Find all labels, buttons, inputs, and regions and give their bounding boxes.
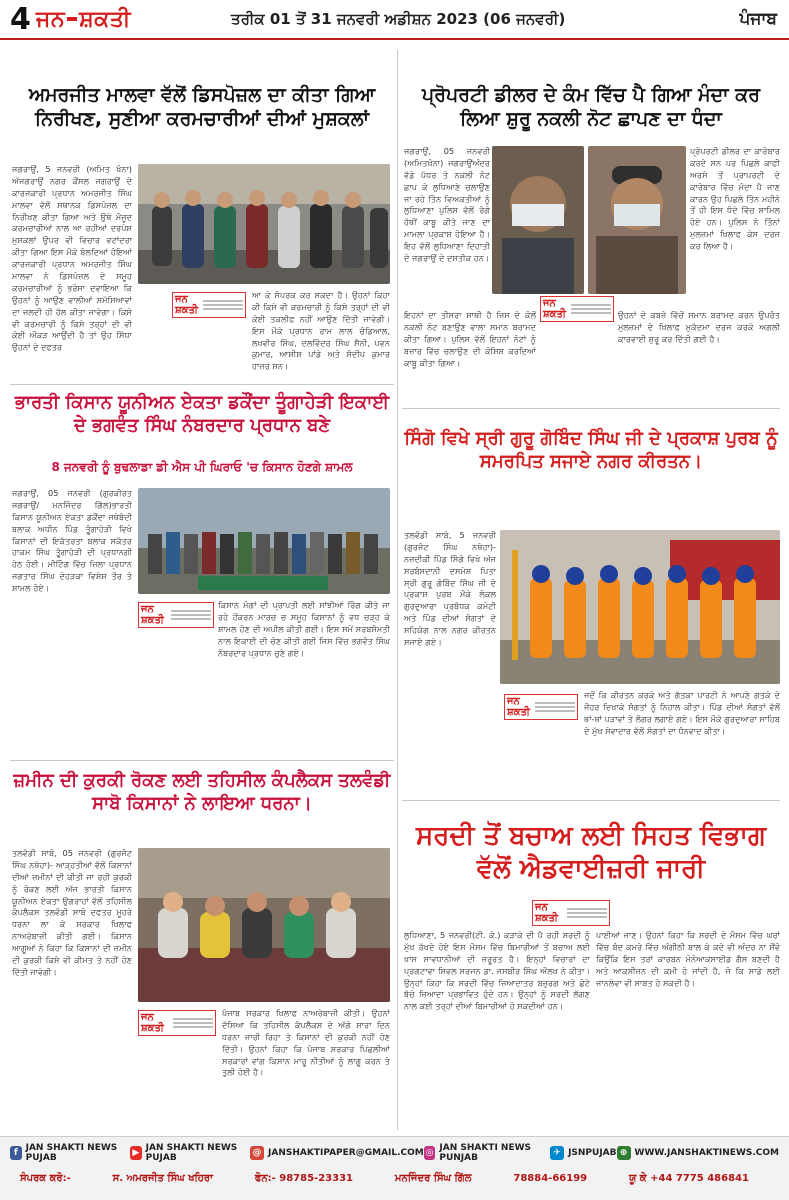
- contact-item-1: ਸ. ਅਮਰਜੀਤ ਸਿੰਘ ਖਹਿਰਾ: [112, 1173, 213, 1184]
- divider-story2: [402, 408, 780, 409]
- social-icon-3: ◎: [425, 1148, 434, 1158]
- logo-left-text: ਜਨ: [36, 6, 66, 32]
- ad-logo-6: ਜਨ ਸ਼ਕਤੀ: [535, 902, 558, 924]
- contact-item-0: ਸੰਪਰਕ ਕਰੋ:-: [20, 1173, 71, 1184]
- social-label-4: JSNPUJAB: [568, 1148, 617, 1158]
- social-link-1[interactable]: [130, 1143, 250, 1163]
- story3-subhead: 8 ਜਨਵਰੀ ਨੂੰ ਬੁਢਲਾਡਾ ਡੀ ਐਸ ਪੀ ਘਿਰਾਓ 'ਚ ਕਿਸਾਨ ਹੋਣਗੇ ਸ਼ਾਮਲ: [51, 460, 353, 474]
- story2-headline: ਪ੍ਰੋਪਰਟੀ ਡੀਲਰ ਦੇ ਕੰਮ ਵਿੱਚ ਪੈ ਗਿਆ ਮੰਦਾ ਕਰ ਲਿਆ ਸ਼ੁਰੂ ਨਕਲੀ ਨੋਟ ਛਾਪਣ ਦਾ ਧੰਦਾ: [422, 84, 760, 130]
- story1-headline: ਅਮਰਜੀਤ ਮਾਲਵਾ ਵੱਲੋਂ ਡਿਸਪੋਜ਼ਲ ਦਾ ਕੀਤਾ ਗਿਆ ਨਿਰੀਖਣ, ਸੁਣੀਆ ਕਰਮਚਾਰੀਆਂ ਦੀਆਂ ਮੁਸ਼ਕਲਾਂ: [28, 84, 376, 130]
- story2-photo-left: [492, 146, 584, 294]
- social-link-3[interactable]: [424, 1143, 550, 1163]
- story5-body-left: ਤਲਵੰਡੀ ਸਾਬੋ, 05 ਜਨਵਰੀ (ਗੁਰਜੰਟ ਸਿੰਘ ਨਥੇਹਾ)- ਆੜ੍ਹਤੀਆਂ ਵੱਲੋਂ ਕਿਸਾਨਾਂ ਦੀਆਂ ਜ਼ਮੀਨਾਂ ਦੀ ਕੀਤੀ ਜਾ ਰਹੀ ਕੁਰਕੀ ਨੂੰ ਰੋਕਣ ਲਈ ਅੱਜ ਭਾਰਤੀ ਕਿਸਾਨ ਯੂਨੀਅਨ ਏਕਤਾ ਉਗਰਾਹਾਂ ਵੱਲੋਂ ਤਹਿਸੀਲ ਕੰਪਲੈਕਸ ਤਲਵੰਡੀ ਸਾਬੋ ਦਫਤਰ ਮੂਹਰੇ ਧਰਨਾ ਲਾ ਕੇ ਸਰਕਾਰ ਖਿਲਾਫ ਨਾਅਰੇਬਾਜ਼ੀ ਕੀਤੀ ਗਈ। ਕਿਸਾਨ ਆਗੂਆਂ ਨੇ ਕਿਹਾ ਕਿ ਕਿਸਾਨਾਂ ਦੀ ਜ਼ਮੀਨ ਦੀ ਕੁਰਕੀ ਕਿਸੇ ਵੀ ਕੀਮਤ ਤੇ ਨਹੀਂ ਹੋਣ ਦਿੱਤੀ ਜਾਵੇਗੀ।: [12, 848, 132, 977]
- ad-lines-icon-5: [173, 1016, 213, 1030]
- story2-body-b: ਪ੍ਰੋਪਰਟੀ ਡੀਲਰ ਦਾ ਕਾਰੋਬਾਰ ਕਰਦੇ ਸਨ ਪਰ ਪਿਛਲੇ ਕਾਫੀ ਅਰਸੇ ਤੋਂ ਪ੍ਰਾਪਰਟੀ ਦੇ ਕਾਰੋਬਾਰ ਵਿੱਚ ਮੰਦਾ ਪੈ ਜਾਣ ਕਾਰਨ ਉਹ ਪਿਛਲੇ ਤਿੰਨ ਮਹੀਨੇ ਤੋਂ ਹੀ ਇਸ ਧੰਦੇ ਵਿੱਚ ਸ਼ਾਮਿਲ ਹੋਏ ਹਨ। ਪੁਲਿਸ ਨੇ ਤਿੰਨਾਂ ਮੁਲਜ਼ਮਾਂ ਖਿਲਾਫ ਕੇਸ ਦਰਜ ਕਰ ਲਿਆ ਹੈ।: [690, 146, 780, 252]
- footer: [0, 1136, 789, 1200]
- social-link-4[interactable]: [550, 1143, 616, 1163]
- ad-logo: ਜਨ ਸ਼ਕਤੀ: [175, 294, 198, 316]
- divider-story3: [10, 760, 394, 761]
- story1-ad-box: [172, 292, 246, 318]
- edition-date: ਤਰੀਕ 01 ਤੋਂ 31 ਜਨਵਰੀ ਅਡੀਸ਼ਨ 2023 (06 ਜਨਵਰੀ): [230, 10, 566, 28]
- social-label-5: WWW.JANSHAKTINEWS.COM: [634, 1148, 779, 1158]
- story3-ad-box: [138, 602, 214, 628]
- section-name: ਪੰਜਾਬ: [739, 9, 777, 29]
- story4-body-left: ਤਲਵੰਡੀ ਸਾਬੋ, 5 ਜਨਵਰੀ (ਗੁਰਜੰਟ ਸਿੰਘ ਨਥੇਹਾ)- ਨਜ਼ਦੀਕੀ ਪਿੰਡ ਸਿੰਗੋ ਵਿਖੇ ਅੱਜ ਸਰਬੰਸਦਾਨੀ ਦਸਮੇਸ਼ ਪਿਤਾ ਸ੍ਰੀ ਗੁਰੂ ਗੋਬਿੰਦ ਸਿੰਘ ਜੀ ਦੇ ਪ੍ਰਕਾਸ਼ ਪੁਰਬ ਮੌਕੇ ਲੋਕਲ ਗੁਰਦੁਆਰਾ ਪ੍ਰਬੰਧਕ ਕਮੇਟੀ ਅਤੇ ਪਿੰਡ ਦੀਆਂ ਸੰਗਤਾਂ ਦੇ ਸਹਿਯੋਗ ਨਾਲ ਨਗਰ ਕੀਰਤਨ ਸਜਾਏ ਗਏ।: [404, 530, 496, 648]
- contact-item-2: ਫੋਨ:- 98785-23331: [254, 1173, 353, 1184]
- ad-logo-2: ਜਨ ਸ਼ਕਤੀ: [543, 298, 566, 320]
- story3-photo: [138, 488, 390, 594]
- ad-logo-5: ਜਨ ਸ਼ਕਤੀ: [141, 1012, 164, 1034]
- social-label-2: JANSHAKTIPAPER@GMAIL.COM: [268, 1148, 424, 1158]
- story2-body-a: ਜਗਰਾਉਂ, 05 ਜਨਵਰੀ (ਅਮਿਤਖੰਨਾ) ਜਗਰਾਉਂਅੰਦਰ ਵੱਡੇ ਪੱਧਰ ਤੇ ਨਕਲੀ ਨੋਟ ਛਾਪ ਕੇ ਲੁਧਿਆਣੇ ਚਲਾਉਣ ਜਾ ਰਹੇ ਤਿੰਨ ਵਿਅਕਤੀਆਂ ਨੂੰ ਲੁਧਿਆਣਾ ਪੁਲਿਸ ਵੱਲੋਂ ਰੰਗੇ ਹੱਥੀਂ ਕਾਬੂ ਕੀਤੇ ਜਾਣ ਦਾ ਮਾਮਲਾ ਪ੍ਰਕਾਸ਼ ਹੋਇਆ ਹੈ। ਇਹ ਵੱਲੋਂ ਲੁਧਿਆਣਾ ਦਿਹਾਤੀ ਦੇ ਜਗਰਾਉਂ ਦੇ ਦਸਤੀਕ ਹਨ।: [404, 146, 490, 264]
- divider-story4: [402, 800, 780, 801]
- contact-item-5: ਯੂ ਕੇ +44 7775 486841: [628, 1173, 749, 1184]
- social-icon-1: ▶: [130, 1146, 142, 1160]
- contact-info: [0, 1163, 789, 1184]
- story1-body-left: ਜਗਰਾਉਂ, 5 ਜਨਵਰੀ (ਅਮਿਤ ਖੰਨਾ) ਅੱਜਗਰਾਉਂ ਨਗਰ ਕੌਂਸਲ ਜਗਰਾਉਂ ਦੇ ਕਾਰਜਕਾਰੀ ਪ੍ਰਧਾਨ ਅਮਰਜੀਤ ਸਿੰਘ ਮਾਲਵਾ ਵੱਲੋਂ ਸਥਾਨਕ ਡਿਸਪੋਜ਼ਲ ਦਾ ਨਿਰੀਖਣ ਕੀਤਾ ਗਿਆ ਅਤੇ ਉਥੇ ਮੌਜੂਦ ਕਰਮਚਾਰੀਆਂ ਨਾਲ ਆ ਰਹੀਆਂ ਦਰਪੇਸ਼ ਮੁਸ਼ਕਲਾਂ ਉਪਰ ਵੀ ਵਿਚਾਰ ਵਟਾਂਦਰਾ ਕੀਤਾ ਗਿਆ ਇਸ ਮੌਕੇ ਬੋਲਦਿਆਂ ਹੋਇਆਂ ਕਾਰਜਕਾਰੀ ਪ੍ਰਧਾਨ ਅਮਰਜੀਤ ਸਿੰਘ ਮਾਲਵਾ ਨੇ ਡਿਸਪੋਜ਼ਲ ਦੇ ਸਮੂਹ ਕਰਮਚਾਰੀਆਂ ਨੂੰ ਭਰੋਸਾ ਦਵਾਇਆ ਕਿ ਉਹਨਾਂ ਨੂੰ ਆਉਣ ਵਾਲੀਆਂ ਸਮੱਸਿਆਵਾਂ ਦਾ ਜਲਦੀ ਹੀ ਹੱਲ ਕੀਤਾ ਜਾਵੇਗਾ। ਕਿਸੇ ਵੀ ਕਰਮਚਾਰੀ ਨੂੰ ਕਿਸੇ ਤਰ੍ਹਾਂ ਦੀ ਵੀ ਕੋਈ ਔਕੜ ਆਉਂਦੀ ਹੈ ਤਾਂ ਉਹ ਸਿੱਧਾ ਉਹਨਾਂ ਦੇ ਦਫਤਰ: [12, 164, 132, 353]
- ad-logo-3: ਜਨ ਸ਼ਕਤੀ: [141, 604, 164, 626]
- ad-lines-icon-2: [571, 302, 611, 316]
- contact-item-3: ਮਨਜਿੰਦਰ ਸਿੰਘ ਗਿੱਲ: [394, 1173, 472, 1184]
- social-link-0[interactable]: [10, 1143, 130, 1163]
- ad-lines-icon: [203, 298, 243, 312]
- story6-body-right: ਪਾਈਆਂ ਜਾਣ। ਉਹਨਾਂ ਕਿਹਾ ਕਿ ਸਰਦੀ ਦੇ ਮੌਸਮ ਵਿੱਚ ਘਰਾਂ ਵਿੱਚ ਬੰਦ ਕਮਰੇ ਵਿੱਚ ਅੰਗੀਠੀ ਬਾਲ ਕੇ ਕਦੇ ਵੀ ਅੰਦਰ ਨਾ ਸੌਂਵੋ ਕਿਉਂਕਿ ਇਸ ਤਰਾਂ ਕਾਰਬਨ ਮੋਨੋਆਕਸਾਈਡ ਗੈਸ ਬਣਦੀ ਹੈ ਅਤੇ ਆਕਸੀਜਨ ਦੀ ਕਮੀ ਹੋ ਜਾਂਦੀ ਹੈ, ਜੋ ਕਿ ਸਾਡੇ ਲਈ ਜਾਨਲੇਵਾ ਵੀ ਸਾਬਤ ਹੋ ਸਕਦੀ ਹੈ।: [596, 930, 780, 988]
- social-label-3: JAN SHAKTI NEWS PUNJAB: [439, 1143, 532, 1163]
- divider-story1: [10, 384, 394, 385]
- story5-headline: ਜ਼ਮੀਨ ਦੀ ਕੁਰਕੀ ਰੋਕਣ ਲਈ ਤਹਿਸੀਲ ਕੰਪਲੈਕਸ ਤਲਵੰਡੀ ਸਾਬੋ ਕਿਸਾਨਾਂ ਨੇ ਲਾਇਆ ਧਰਨਾ।: [13, 770, 391, 814]
- story4-ad-box: [504, 694, 578, 720]
- story3-body-left: ਜਗਰਾਉਂ, 05 ਜਨਵਰੀ (ਗੁਰਕੀਰਤ ਜਗਰਾਉਂ/ ਮਨਜਿੰਦਰ ਗਿੱਲ)ਭਾਰਤੀ ਕਿਸਾਨ ਯੂਨੀਅਨ ਏਕਤਾ ਡਕੌਂਦਾ ਜਥੇਬੰਦੀ ਬਲਾਕ ਅਧੀਨ ਪਿੰਡ ਤੂੰਗਾਹੇੜੀ ਵਿਖੇ ਕਿਸਾਨਾਂ ਦੀ ਇਕੱਤਰਤਾ ਬਲਾਕ ਸਕੱਤਰ ਹਾਕਮ ਸਿੰਘ ਤੂੰਗਾਹੇੜੀ ਦੀ ਪ੍ਰਧਾਨਗੀ ਹੇਠ ਹੋਈ। ਮੀਟਿੰਗ ਵਿੱਚ ਜ਼ਿਲਾ ਪ੍ਰਧਾਨ ਜਗਤਾਰ ਸਿੰਘ ਦੇਹੜਕਾ ਵਿਸ਼ੇਸ਼ ਤੌਰ ਤੇ ਸ਼ਾਮਲ ਹੋਏ।: [12, 488, 132, 594]
- story1-photo: [138, 164, 390, 284]
- story6-body-left: ਲੁਧਿਆਣਾ, 5 ਜਨਵਰੀ(ਟੀ. ਕੇ.) ਕੜਾਕੇ ਦੀ ਪੈ ਰਹੀ ਸਰਦੀ ਨੂੰ ਮੁੱਖ ਰੱਖਦੇ ਹੋਏ ਇਸ ਮੌਸਮ ਵਿੱਚ ਬਿਮਾਰੀਆਂ ਤੋਂ ਬਚਾਅ ਲਈ ਖਾਸ ਸਾਵਧਾਨੀਆਂ ਦੀ ਜ਼ਰੂਰਤ ਹੈ। ਇਨ੍ਹਾਂ ਵਿਚਾਰਾਂ ਦਾ ਪ੍ਰਗਟਾਵਾ ਸਿਵਲ ਸਰਜਨ ਡਾ. ਜਸਬੀਰ ਸਿੰਘ ਔਲਖ ਨੇ ਕੀਤਾ। ਉਨ੍ਹਾਂ ਕਿਹਾ ਕਿ ਸਰਦੀ ਵਿੱਚ ਜ਼ਿਆਦਾਤਰ ਬਜ਼ੁਰਗ ਅਤੇ ਛੋਟੇ ਬੱਚੇ ਜ਼ਿਆਦਾ ਪ੍ਰਭਾਵਿਤ ਹੁੰਦੇ ਹਨ। ਉਨ੍ਹਾਂ ਨੂੰ ਸਰਦੀ ਲੱਗਣ ਨਾਲ ਕਈ ਤਰ੍ਹਾਂ ਦੀਆਂ ਬਿਮਾਰੀਆਂ ਹੋ ਸਕਦੀਆਂ ਹਨ।: [404, 930, 590, 1012]
- masthead: [0, 0, 789, 40]
- ad-logo-4: ਜਨ ਸ਼ਕਤੀ: [507, 696, 530, 718]
- column-divider: [397, 50, 398, 1130]
- logo-dash-icon: [67, 17, 77, 21]
- ad-lines-icon-4: [535, 700, 575, 714]
- story5-body-right: ਪੰਜਾਬ ਸਰਕਾਰ ਖਿਲਾਫ ਨਾਅਰੇਬਾਜ਼ੀ ਕੀਤੀ। ਉਹਨਾਂ ਦੱਸਿਆ ਕਿ ਤਹਿਸੀਲ ਕੰਪਲੈਕਸ ਦੇ ਅੱਗੇ ਸਾਰਾ ਦਿਨ ਧਰਨਾ ਜਾਰੀ ਰਿਹਾ ਤੇ ਕਿਸਾਨਾਂ ਦੀ ਕੁਰਕੀ ਨਹੀਂ ਹੋਣ ਦਿੱਤੀ। ਉਹਨਾਂ ਕਿਹਾ ਕਿ ਪੰਜਾਬ ਸਰਕਾਰ ਪਿਛਲੀਆਂ ਸਰਕਾਰਾਂ ਵਾਂਗ ਕਿਸਾਨ ਮਾਰੂ ਨੀਤੀਆਂ ਨੂੰ ਲਾਗੂ ਕਰਨ ਤੇ ਤੁਲੀ ਹੋਈ ਹੈ।: [222, 1008, 390, 1078]
- social-link-5[interactable]: [617, 1143, 779, 1163]
- ad-lines-icon-3: [171, 608, 211, 622]
- newspaper-logo: [36, 7, 131, 32]
- story4-body-right: ਜਦੋਂ ਕਿ ਕੀਰਤਨ ਕਰਕੇ ਅਤੇ ਗੱਤਕਾ ਪਾਰਟੀ ਨੇ ਆਪਣੇ ਗਤਕੇ ਦੇ ਜੌਹਰ ਦਿਖਾਕੇ ਸੰਗਤਾਂ ਨੂੰ ਨਿਹਾਲ ਕੀਤਾ। ਪਿੰਡ ਦੀਆਂ ਸੰਗਤਾਂ ਵੱਲੋਂ ਥਾਂ-ਥਾਂ ਪੜਾਵਾਂ ਤੇ ਲੰਗਰ ਲਗਾਏ ਗਏ। ਇਸ ਮੌਕੇ ਗੁਰਦੁਆਰਾ ਸਾਹਿਬ ਦੇ ਮੁੱਖ ਸੇਵਾਦਾਰ ਵੱਲੋਂ ਸੰਗਤਾਂ ਦਾ ਧੰਨਵਾਦ ਕੀਤਾ।: [584, 690, 780, 736]
- social-icon-2: @: [250, 1146, 264, 1160]
- story2-body-c: ਇਹਨਾਂ ਦਾ ਤੀਸਰਾ ਸਾਥੀ ਹੈ ਜਿਸ ਦੇ ਕੋਲੋਂ ਨਕਲੀ ਨੋਟ ਬਣਾਉਣ ਵਾਲਾ ਸਮਾਨ ਬਰਾਮਦ ਕੀਤਾ ਗਿਆ। ਪੁਲਿਸ ਵੱਲੋਂ ਇਹਨਾਂ ਨੋਟਾਂ ਨੂੰ ਬਜ਼ਾਰ ਵਿੱਚ ਚਲਾਉਣ ਦੀ ਕੋਸ਼ਿਸ਼ ਕਰਦਿਆਂ ਕਾਬੂ ਕੀਤਾ ਗਿਆ।: [404, 310, 536, 368]
- social-label-1: JAN SHAKTI NEWS PUJAB: [145, 1143, 238, 1163]
- story1-body-right: ਆ ਕੇ ਸੰਪਰਕ ਕਰ ਸਕਦਾ ਹੈ। ਉਹਨਾਂ ਕਿਹਾ ਕੀ ਕਿਸੇ ਵੀ ਕਰਮਚਾਰੀ ਨੂੰ ਕਿਸੇ ਤਰ੍ਹਾਂ ਦੀ ਵੀ ਕੋਈ ਤਕਲੀਫ ਨਹੀਂ ਆਉਣ ਦਿੱਤੀ ਜਾਵੇਗੀ। ਇਸ ਮੌਕੇ ਪ੍ਰਧਾਨ ਰਾਮ ਲਾਲ ਚੰਡਿਆਲ, ਲਖਵੀਰ ਸਿੰਘ, ਦਲਵਿੰਦਰ ਸਿੰਘ ਸੈਨੀ, ਪਵਨ ਕੁਮਾਰ, ਆਸ਼ੀਸ਼ ਪਾਂਡੇ ਅਤੇ ਸੰਦੀਪ ਕੁਮਾਰ ਹਾਜ਼ਰ ਸਨ।: [252, 290, 390, 372]
- social-icon-4: ✈: [550, 1146, 564, 1160]
- story6-ad-box: [532, 900, 610, 926]
- ad-lines-icon-6: [567, 906, 607, 920]
- story3-body-right: ਕਿਸਾਨ ਮੰਗਾਂ ਦੀ ਪ੍ਰਾਪਤੀ ਲਈ ਸਾਂਝੀਆਂ ਰਿੰਗ ਕੀਤੇ ਜਾ ਰਹੇ ਹੋਂਕਰਨ ਮਾਰਚ ਚ ਸਮੂਹ ਕਿਸਾਨਾਂ ਨੂੰ ਵਧ ਚੜ੍ਹ ਕੇ ਸ਼ਾਮਲ ਹੋਣ ਦੀ ਅਪੀਲ ਕੀਤੀ ਗਈ। ਇਸ ਸਮੇਂ ਸਰਬਸੰਮਤੀ ਨਾਲ ਇਕਾਈ ਦੀ ਚੋਣ ਕੀਤੀ ਗਈ ਜਿਸ ਵਿੱਚ ਭਗਵੰਤ ਸਿੰਘ ਨੰਬਰਦਾਰ ਪ੍ਰਧਾਨ ਚੁਣੇ ਗਏ।: [218, 600, 390, 658]
- story2-body-d: ਉਹਨਾਂ ਦੇ ਕਬਜ਼ੇ ਵਿੱਚੋਂ ਸਮਾਨ ਬਰਾਮਦ ਕਰਨ ਉਪਰੰਤ ਮੁਲਜ਼ਮਾਂ ਦੇ ਖਿਲਾਫ ਮੁਕੱਦਮਾ ਦਰਜ ਕਰਕੇ ਅਗਲੀ ਕਾਰਵਾਈ ਸ਼ੁਰੂ ਕਰ ਦਿੱਤੀ ਗਈ ਹੈ।: [618, 310, 780, 344]
- story3-headline: ਭਾਰਤੀ ਕਿਸਾਨ ਯੂਨੀਅਨ ਏਕਤਾ ਡਕੌਂਦਾ ਤੂੰਗਾਹੇੜੀ ਇਕਾਈ ਦੇ ਭਗਵੰਤ ਸਿੰਘ ਨੰਬਰਦਾਰ ਪ੍ਰਧਾਨ ਬਣੇ: [14, 392, 390, 436]
- contact-item-4: 78884-66199: [513, 1173, 588, 1184]
- social-links: [0, 1137, 789, 1163]
- story5-photo: [138, 848, 390, 1002]
- social-link-2[interactable]: [250, 1143, 424, 1163]
- logo-right-text: ਸ਼ਕਤੀ: [79, 6, 131, 32]
- story5-ad-box: [138, 1010, 216, 1036]
- story2-ad-box: [540, 296, 614, 322]
- page-number: 4: [10, 1, 31, 37]
- story4-photo: [500, 530, 780, 684]
- social-icon-5: ⊕: [617, 1146, 631, 1160]
- story2-photo-right: [588, 146, 686, 294]
- social-icon-0: f: [10, 1146, 22, 1160]
- story6-headline: ਸਰਦੀ ਤੋਂ ਬਚਾਅ ਲਈ ਸਿਹਤ ਵਿਭਾਗ ਵੱਲੋਂ ਐਡਵਾਈਜ਼ਰੀ ਜਾਰੀ: [415, 821, 767, 884]
- social-label-0: JAN SHAKTI NEWS PUJAB: [25, 1143, 118, 1163]
- story4-headline: ਸਿੰਗੋ ਵਿਖੇ ਸ੍ਰੀ ਗੁਰੂ ਗੋਬਿੰਦ ਸਿੰਘ ਜੀ ਦੇ ਪ੍ਰਕਾਸ਼ ਪੁਰਬ ਨੂੰ ਸਮਰਪਿਤ ਸਜਾਏ ਨਗਰ ਕੀਰਤਨ।: [404, 428, 778, 472]
